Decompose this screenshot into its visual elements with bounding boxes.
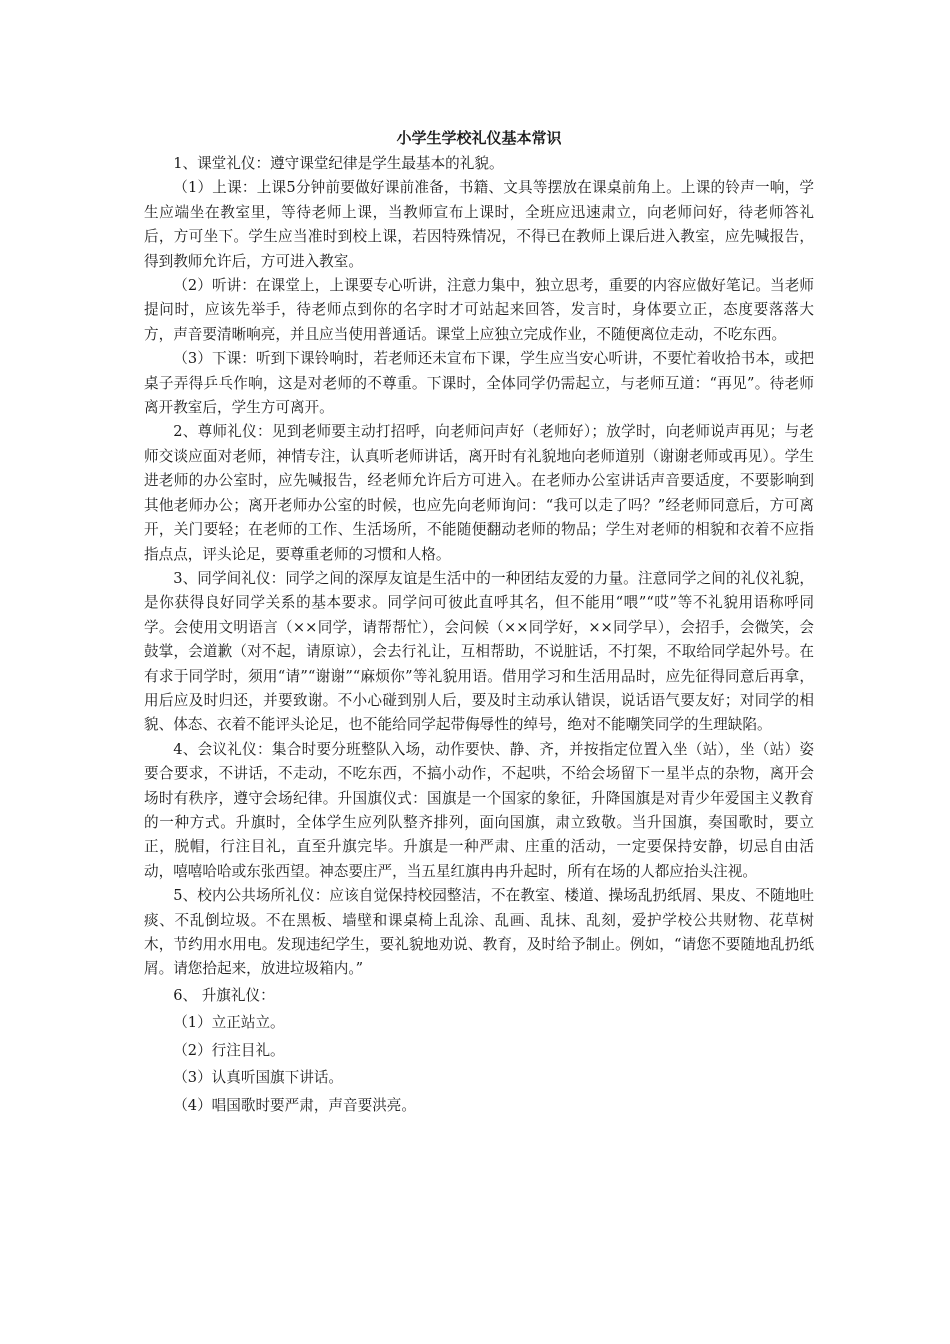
flag-section-heading: 6、 升旗礼仪： bbox=[173, 986, 275, 1004]
flag-item: （4）唱国歌时要严肃，声音要洪亮。 bbox=[173, 1096, 416, 1114]
flag-item: （3）认真听国旗下讲话。 bbox=[173, 1069, 344, 1087]
paragraph-listening: （2）听讲：在课堂上，上课要专心听讲，注意力集中，独立思考，重要的内容应做好笔记。当老师提问时，应该先举手，待老师点到你的名字时才可站起来回答，发言时，身体要立正，态度要落落大方，声音要清晰响亮，并且应当使用普通话。课堂上应独立完成作业，不随便离位走动，不吃东西。 bbox=[144, 277, 814, 343]
flag-item: （2）行注目礼。 bbox=[173, 1041, 285, 1059]
document-page bbox=[144, 126, 814, 1119]
document-title: 小学生学校礼仪基本常识 bbox=[396, 129, 562, 147]
paragraph-meeting-etiquette: 4、会议礼仪：集合时要分班整队入场，动作要快、静、齐，并按指定位置入坐（站），坐（站）姿要合要求，不讲话，不走动，不吃东西，不搞小动作，不起哄，不给会场留下一星半点的杂物，离开会场时有秩序，遵守会场纪律。升国旗仪式：国旗是一个国家的象征，升降国旗是对青少年爱国主义教育的一种方式。升旗时，全体学生应列队整齐排列，面向国旗，肃立致敬。当升国旗，奏国歌时，要立正，脱帽，行注目礼，直至升旗完毕。升旗是一种严肃、庄重的活动，一定要保持安静，切忌自由活动，嘻嘻哈哈或东张西望。神态要庄严，当五星红旗冉冉升起时，所有在场的人都应抬头注视。 bbox=[144, 740, 814, 880]
paragraph-classmates-etiquette: 3、同学间礼仪：同学之间的深厚友谊是生活中的一种团结友爱的力量。注意同学之间的礼仪礼貌，是你获得良好同学关系的基本要求。同学问可彼此直呼其名，但不能用“喂”“哎”等不礼貌用语称呼同学。会使用文明语言（××同学，请帮帮忙），会问候（××同学好，××同学早），会招手，会微笑，会鼓掌，会道歉（对不起，请原谅），会去行礼让，互相帮助，不说脏话，不打架，不取给同学起外号。在有求于同学时，须用“请”“谢谢”“麻烦你”等礼貌用语。借用学习和生活用品时，应先征得同意后再拿，用后应及时归还，并要致谢。不小心碰到别人后，要及时主动承认错误，说话语气要友好；对同学的相貌、体态、衣着不能评头论足，也不能给同学起带侮辱性的绰号，绝对不能嘲笑同学的生理缺陷。 bbox=[144, 569, 814, 734]
paragraph-attending-class: （1）上课：上课5分钟前要做好课前准备，书籍、文具等摆放在课桌前角上。上课的铃声一响，学生应端坐在教室里，等待老师上课，当教师宣布上课时，全班应迅速肃立，向老师问好，待老师答礼后，方可坐下。学生应当准时到校上课，若因特殊情况，不得已在教师上课后进入教室，应先喊报告，得到教师允许后，方可进入教室。 bbox=[144, 179, 814, 270]
flag-item: （1）立正站立。 bbox=[173, 1014, 285, 1032]
paragraph-respect-teachers: 2、尊师礼仪：见到老师要主动打招呼，向老师问声好（老师好）；放学时，向老师说声再见；与老师交谈应面对老师，神情专注，认真听老师讲话，离开时有礼貌地向老师道别（谢谢老师或再见）。学生进老师的办公室时，应先喊报告，经老师允许后方可进入。在老师办公室讲话声音要适度，不要影响到其他老师办公；离开老师办公室的时候，也应先向老师询问：“我可以走了吗？”经老师同意后，方可离开，关门要轻；在老师的工作、生活场所，不能随便翻动老师的物品；学生对老师的相貌和衣着不应指指点点，评头论足，要尊重老师的习惯和人格。 bbox=[144, 423, 814, 563]
paragraph-end-of-class: （3）下课：听到下课铃响时，若老师还未宣布下课，学生应当安心听讲，不要忙着收拾书本，或把桌子弄得乒乓作响，这是对老师的不尊重。下课时，全体同学仍需起立，与老师互道：“再见”。待老师离开教室后，学生方可离开。 bbox=[144, 350, 814, 417]
paragraph-public-places: 5、校内公共场所礼仪：应该自觉保持校园整洁，不在教室、楼道、操场乱扔纸屑、果皮、不随地吐痰、不乱倒垃圾。不在黑板、墙壁和课桌椅上乱涂、乱画、乱抹、乱刻，爱护学校公共财物、花草树木，节约用水用电。发现违纪学生，要礼貌地劝说、教育，及时给予制止。例如，“请您不要随地乱扔纸屑。请您拾起来，放进垃圾箱内。” bbox=[144, 887, 814, 978]
paragraph-classroom-etiquette: 1、课堂礼仪：遵守课堂纪律是学生最基本的礼貌。 bbox=[173, 155, 504, 172]
